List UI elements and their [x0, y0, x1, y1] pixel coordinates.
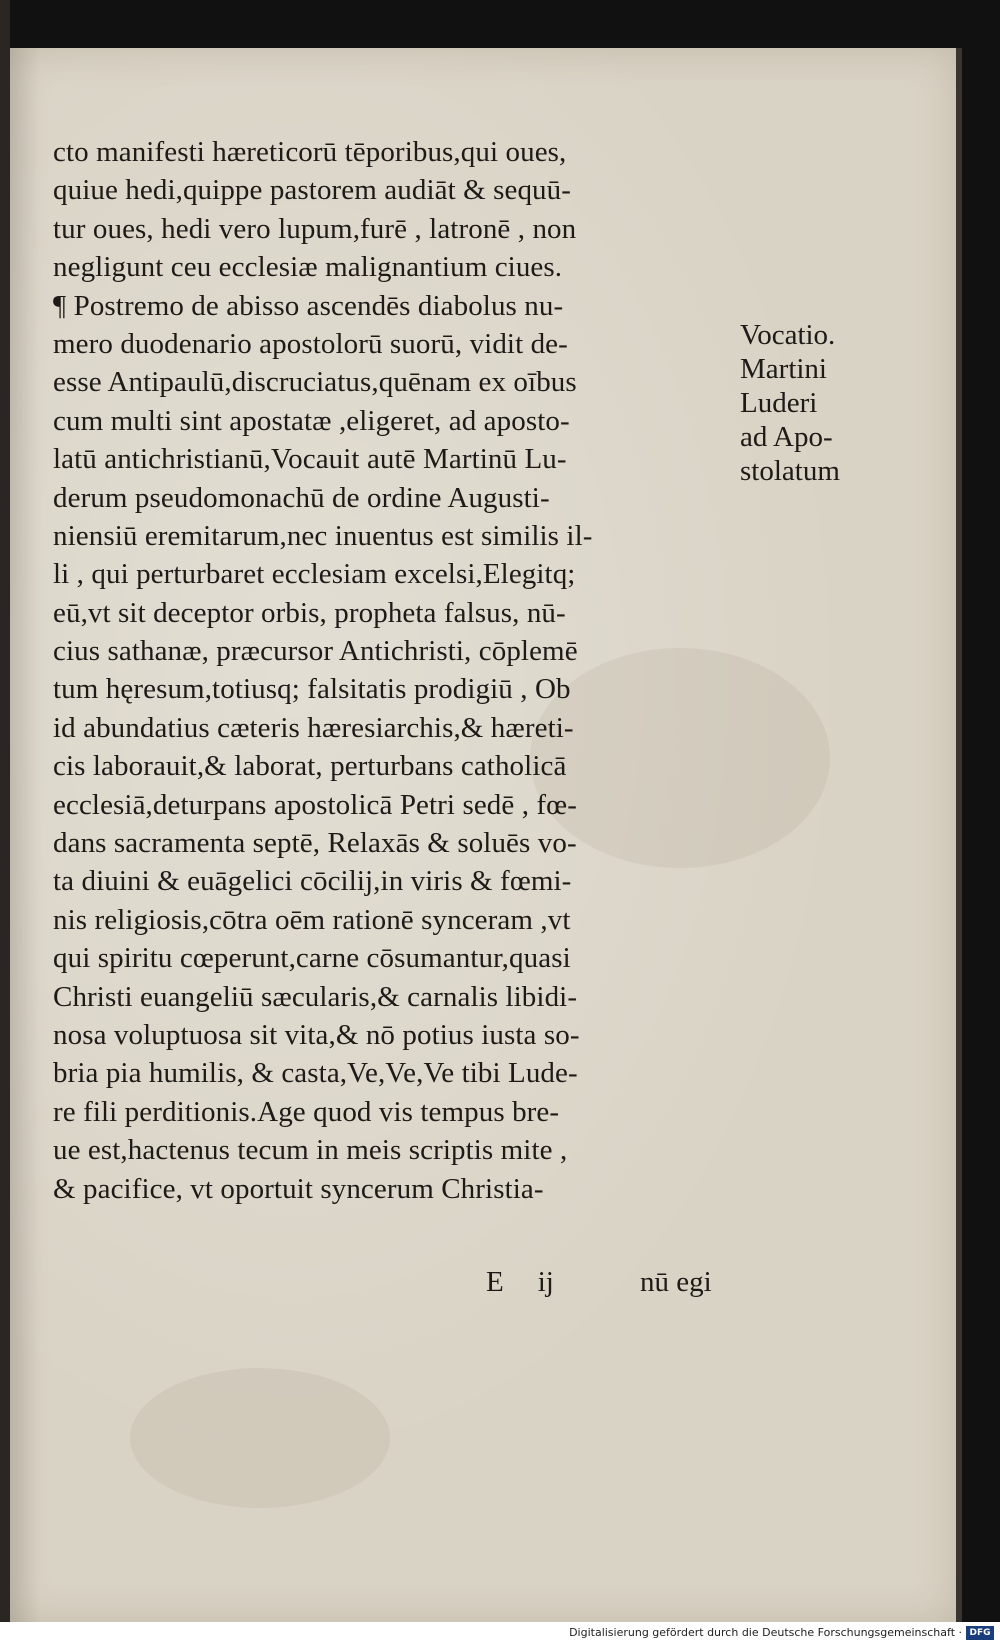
text-line: derum pseudomonachū de ordine Augusti- [53, 481, 550, 514]
text-line: tur oues, hedi vero lupum,furē , latronē , non [53, 212, 577, 245]
text-line: niensiū eremitarum,nec inuentus est similis il- [53, 519, 593, 552]
text-line: ta diuini & euāgelici cōcilij,in viris & fœmi- [53, 865, 572, 898]
marginal-note-line: ad Apo- [740, 421, 833, 453]
text-line: nis religiosis,cōtra oēm rationē synceram ,vt [53, 903, 571, 936]
catchword: nū egi [640, 1266, 712, 1298]
text-line: tum hęresum,totiusq; falsitatis prodigiū , Ob [53, 673, 571, 706]
text-line: & pacifice, vt oportuit syncerum Christia- [53, 1172, 544, 1205]
text-line: li , qui perturbaret ecclesiam excelsi,Elegitq; [53, 558, 576, 591]
scanned-page [10, 48, 956, 1622]
text-line: ecclesiā,deturpans apostolicā Petri sedē , fœ- [53, 788, 577, 821]
page-footer-line [10, 1266, 770, 1306]
digitization-footer [0, 1622, 1000, 1644]
text-line: negligunt ceu ecclesiæ malignantium ciues. [53, 251, 563, 284]
text-line: latū antichristianū,Vocauit autē Martinū Lu- [53, 443, 567, 476]
text-line: mero duodenario apostolorū suorū, vidit de- [53, 327, 568, 360]
marginal-note-line: Luderi [740, 387, 818, 419]
marginal-note-line: stolatum [740, 455, 840, 487]
paper-stain [130, 1368, 390, 1508]
text-line: nosa voluptuosa sit vita,& nō potius iusta so- [53, 1018, 580, 1051]
text-line: ue est,hactenus tecum in meis scriptis mite , [53, 1134, 568, 1167]
text-line: esse Antipaulū,discruciatus,quēnam ex oībus [53, 366, 577, 399]
scan-left-edge [0, 0, 10, 1644]
dfg-logo-icon: DFG [966, 1626, 994, 1640]
text-line: re fili perditionis.Age quod vis tempus bre- [53, 1095, 560, 1128]
text-line: quiue hedi,quippe pastorem audiāt & sequū- [53, 174, 572, 207]
body-text [53, 133, 753, 1208]
funding-credit: Digitalisierung gefördert durch die Deutsche Forschungsgemeinschaft · [569, 1626, 962, 1639]
text-line: dans sacramenta septē, Relaxās & soluēs vo- [53, 827, 577, 860]
marginal-note [740, 318, 940, 488]
text-line: eū,vt sit deceptor orbis, propheta falsus, nū- [53, 596, 566, 629]
signature-mark [486, 1266, 588, 1299]
text-line: Christi euangeliū sæcularis,& carnalis libidi- [53, 980, 578, 1013]
text-line: cis laborauit,& laborat, perturbans catholicā [53, 750, 567, 783]
text-line: qui spiritu cœperunt,carne cōsumantur,quasi [53, 942, 571, 975]
text-line: cum multi sint apostatæ ,eligeret, ad aposto- [53, 404, 570, 437]
text-line: cto manifesti hæreticorū tēporibus,qui oues, [53, 136, 567, 168]
marginal-note-line: Vocatio. [740, 319, 836, 351]
text-line: id abundatius cæteris hæresiarchis,& hæreti- [53, 711, 574, 744]
signature-letter: E [486, 1266, 504, 1298]
marginal-note-line: Martini [740, 353, 827, 385]
text-line: ¶ Postremo de abisso ascendēs diabolus nu- [53, 289, 564, 322]
signature-number: ij [537, 1266, 554, 1298]
text-line: bria pia humilis, & casta,Ve,Ve,Ve tibi Lude- [53, 1057, 578, 1090]
text-line: cius sathanæ, præcursor Antichristi, cōplemē [53, 635, 578, 668]
